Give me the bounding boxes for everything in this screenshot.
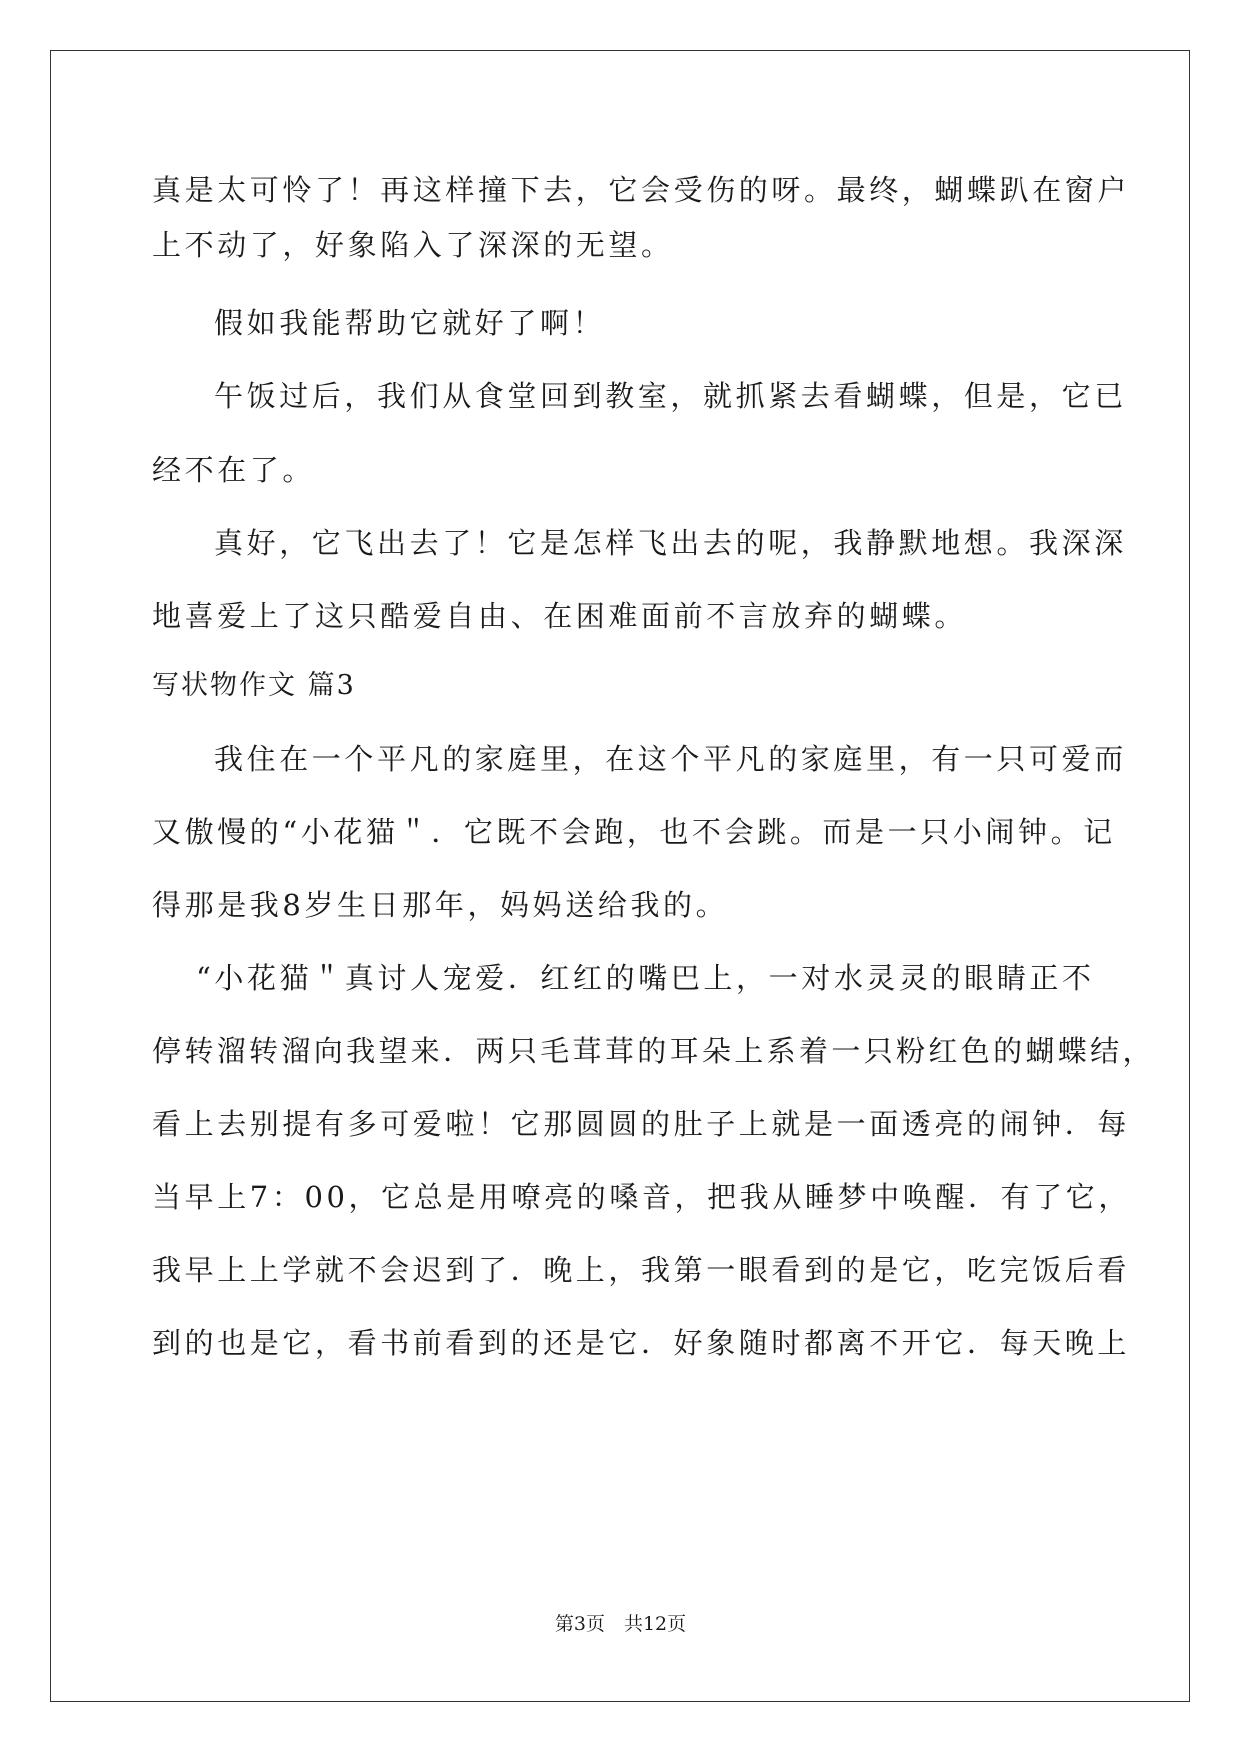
body-line-14: 看上去别提有多可爱啦！它那圆圆的肚子上就是一面透亮的闹钟．每 bbox=[152, 1107, 1131, 1141]
section-heading: 写状物作文 篇3 bbox=[152, 670, 356, 701]
body-line-4: 午饭过后，我们从食堂回到教室，就抓紧去看蝴蝶，但是，它已 bbox=[214, 379, 1127, 413]
body-line-13: 停转溜转溜向我望来．两只毛茸茸的耳朵上系着一只粉红色的蝴蝶结， bbox=[152, 1034, 1155, 1068]
body-line-3: 假如我能帮助它就好了啊！ bbox=[214, 306, 606, 340]
body-line-16: 我早上上学就不会迟到了．晚上，我第一眼看到的是它，吃完饭后看 bbox=[152, 1253, 1131, 1287]
page-border bbox=[50, 50, 1190, 1702]
page-number-footer: 第3页 共12页 bbox=[554, 1613, 687, 1635]
body-line-7: 地喜爱上了这只酷爱自由、在困难面前不言放弃的蝴蝶。 bbox=[152, 599, 968, 633]
body-line-11: 得那是我8岁生日那年，妈妈送给我的。 bbox=[152, 888, 729, 922]
body-line-1: 真是太可怜了！再这样撞下去，它会受伤的呀。最终，蝴蝶趴在窗户 bbox=[152, 173, 1131, 207]
body-line-6: 真好，它飞出去了！它是怎样飞出去的呢，我静默地想。我深深 bbox=[214, 526, 1127, 560]
body-line-10: 又傲慢的“小花猫＂．它既不会跑，也不会跳。而是一只小闹钟。记 bbox=[152, 815, 1116, 849]
body-line-17: 到的也是它，看书前看到的还是它．好象随时都离不开它．每天晚上 bbox=[152, 1326, 1131, 1360]
body-line-12: “小花猫＂真讨人宠爱．红红的嘴巴上，一对水灵灵的眼睛正不 bbox=[196, 961, 1095, 995]
body-line-15: 当早上7：00，它总是用嘹亮的嗓音，把我从睡梦中唤醒．有了它， bbox=[152, 1180, 1131, 1214]
body-line-2: 上不动了，好象陷入了深深的无望。 bbox=[152, 228, 674, 262]
body-line-9: 我住在一个平凡的家庭里，在这个平凡的家庭里，有一只可爱而 bbox=[214, 742, 1127, 776]
body-line-5: 经不在了。 bbox=[152, 453, 316, 487]
